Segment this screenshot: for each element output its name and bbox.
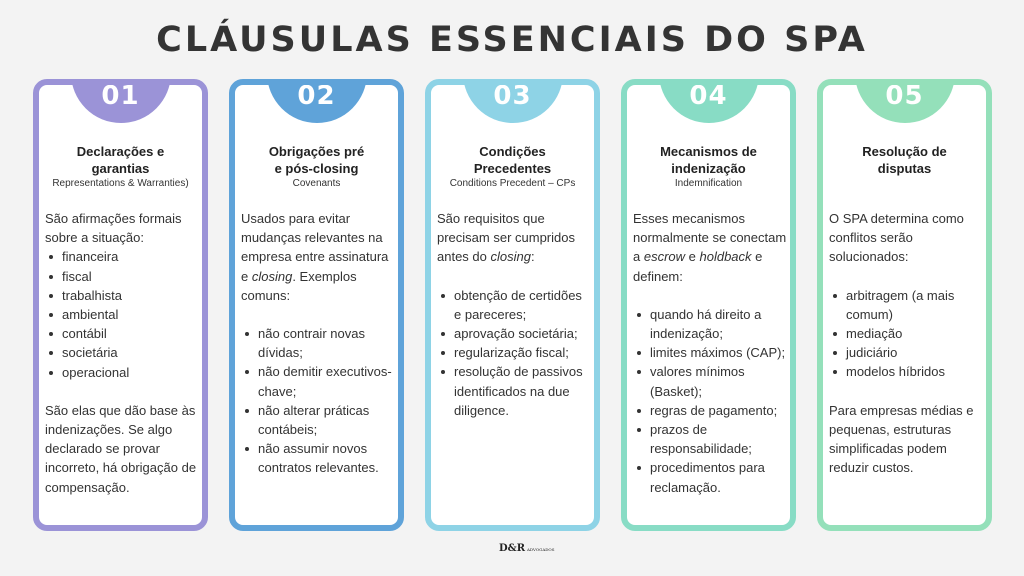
card-resolucao-disputas [817,79,992,531]
card-list [45,247,200,381]
list-item: valores mínimos (Basket); [633,362,788,400]
list-item: fiscal [45,267,200,286]
list-item: obtenção de certidões e pareceres; [437,286,592,324]
card-title-line: Precedentes [473,161,552,176]
card-title-line: garantias [91,161,150,176]
card-body [633,209,788,497]
card-heading [631,143,786,191]
card-intro: Esses mecanismos normalmente se conectam a escrow e holdback e definem: [633,211,787,284]
list-item: modelos híbridos [829,362,984,381]
list-item: ambiental [45,305,200,324]
list-item: judiciário [829,343,984,362]
list-item: regularização fiscal; [437,343,592,362]
list-item: prazos de responsabilidade; [633,420,788,458]
number-circle [659,79,759,123]
list-item: quando há direito a indenização; [633,305,788,343]
list-item: resolução de passivos identificados na due diligence. [437,362,592,420]
card-subtitle: Covenants [292,178,341,189]
card-body [241,209,396,478]
card-intro: Usados para evitar mudanças relevantes na empresa entre assinatura e closing. Exemplos comuns: [241,211,389,303]
list-item: não demitir executivos-chave; [241,362,396,400]
card-obrigacoes [229,79,404,531]
list-item: trabalhista [45,286,200,305]
list-item: não contrair novas dívidas; [241,324,396,362]
card-list [241,324,396,478]
card-list [437,286,592,420]
list-item: arbitragem (a mais comum) [829,286,984,324]
card-title-line: Mecanismos de [660,144,757,159]
list-item: mediação [829,324,984,343]
dr-logo [499,543,554,554]
card-body [437,209,592,420]
number-circle [463,79,563,123]
logo-text: ADVOGADOS [527,547,555,552]
card-list [829,286,984,382]
list-item: não alterar práticas contábeis; [241,401,396,439]
card-outro: Para empresas médias e pequenas, estruturas simplificadas podem reduzir custos. [829,402,974,476]
card-condicoes-precedentes [425,79,600,531]
card-body [45,209,200,497]
list-item: aprovação societária; [437,324,592,343]
list-item: financeira [45,247,200,266]
number-circle [71,79,171,123]
card-intro: O SPA determina como conflitos serão solucionados: [829,211,964,265]
card-heading [435,143,590,191]
card-list [633,305,788,497]
card-heading [43,143,198,191]
card-title-line: e pós-closing [274,161,359,176]
card-subtitle: Representations & Warranties) [52,178,189,189]
card-declaracoes-garantias [33,79,208,531]
card-number: 02 [297,81,336,111]
card-number: 04 [689,81,728,111]
list-item: regras de pagamento; [633,401,788,420]
card-number: 05 [885,81,924,111]
list-item: contábil [45,324,200,343]
list-item: limites máximos (CAP); [633,343,788,362]
card-intro: São afirmações formais sobre a situação: [45,211,182,246]
card-intro: São requisitos que precisam ser cumpridos antes do closing: [437,211,575,265]
card-number: 01 [101,81,140,111]
card-body [829,209,984,477]
card-heading [827,143,982,177]
card-title-line: Condições [479,144,546,159]
card-title-line: Declarações e [76,144,165,159]
list-item: operacional [45,363,200,382]
logo-mark: D&R [499,543,526,554]
page-title: CLÁUSULAS ESSENCIAIS DO SPA [156,20,868,60]
list-item: societária [45,343,200,362]
card-subtitle: Indemnification [674,178,743,189]
list-item: não assumir novos contratos relevantes. [241,439,396,477]
card-subtitle: Conditions Precedent – CPs [449,178,576,189]
card-outro: São elas que dão base às indenizações. Se algo declarado se provar incorreto, há obrigação de compensação. [45,402,197,495]
number-circle [855,79,955,123]
card-title-line: indenização [671,161,746,176]
card-mecanismos-indenizacao [621,79,796,531]
card-number: 03 [493,81,532,111]
card-heading [239,143,394,191]
card-title-line: Obrigações pré [268,144,365,159]
card-title-line: Resolução de [862,144,947,159]
list-item: procedimentos para reclamação. [633,458,788,496]
card-title-line: disputas [877,161,932,176]
number-circle [267,79,367,123]
